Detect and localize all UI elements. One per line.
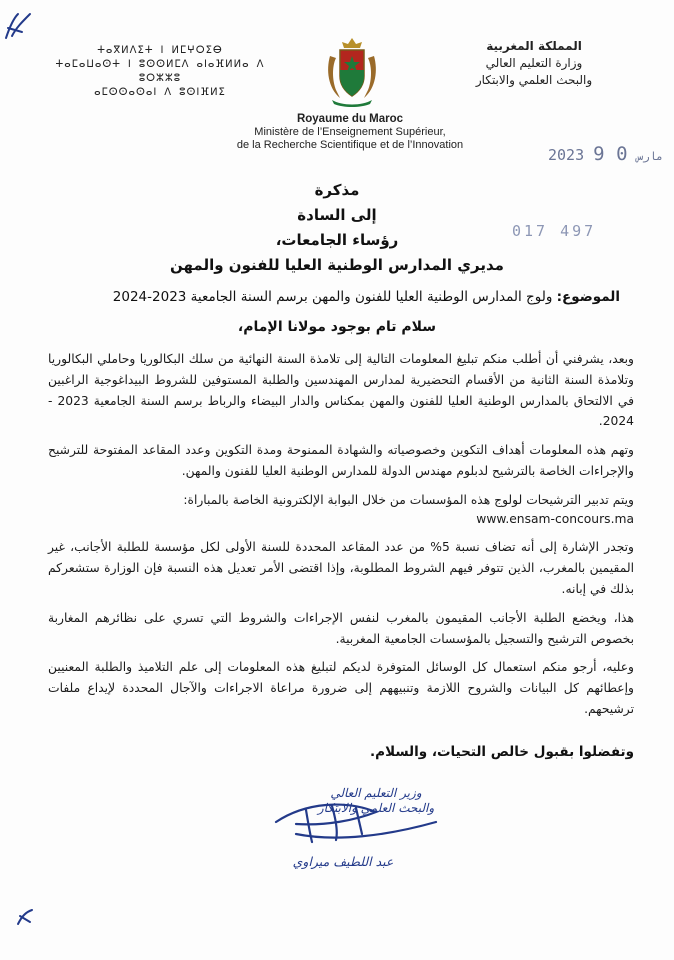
- ministry-name-arabic: وزارة التعليم العالي: [485, 56, 583, 70]
- french-header: [180, 113, 520, 152]
- tifinagh-line: ⵜⴰⵎⴰⵡⴰⵙⵜ ⵏ ⵓⵙⵙⵍⵎⴷ ⴰⵏⴰⴼⵍⵍⴰ ⴷ ⵓⵔⵣⵣⵓ: [55, 59, 265, 84]
- subject-text: ولوج المدارس الوطنية العليا للفنون والمهن برسم السنة الجامعية 2023-2024: [112, 289, 557, 305]
- arabic-header: [434, 38, 634, 89]
- handwritten-corner-mark: [2, 8, 36, 44]
- body-paragraph: وتجدر الإشارة إلى أنه تضاف نسبة 5% من عدد المقاعد المحددة للسنة الأولى لكل مؤسسة للطلبة الأجانب، غير المقيمين بالمغرب، الذين تتوفر فيهم الشروط المطلوبة، وإذا اقتضى الأمر تعديل هذه النسبة فإن الوزارة ستشعركم بذلك في إبانه.: [48, 540, 634, 596]
- stamp-year: 2023: [548, 146, 585, 164]
- subject-label: الموضوع:: [556, 289, 620, 305]
- addressee-line: رؤساء الجامعات،: [275, 231, 399, 249]
- kingdom-name-french: Royaume du Maroc: [296, 113, 404, 125]
- kingdom-name-arabic: المملكة المغربية: [486, 39, 582, 53]
- date-stamp: [548, 143, 663, 165]
- moroccan-coat-of-arms-emblem: [322, 36, 382, 108]
- reference-stamp: 017 497: [512, 222, 597, 240]
- handwritten-corner-mark: [14, 906, 38, 928]
- addressee-line: إلى السادة: [297, 206, 377, 224]
- body-paragraph: وعليه، أرجو منكم استعمال كل الوسائل المتوفرة لديكم لتبليغ هذه المعلومات إلى علم التلاميذ والطلبة المعنيين وإعطائهم كل البيانات والشروح اللازمة وتنبيههم إلى ضرورة مراعاة الاجراءات والآجال المحددة لإيداع ملفات ترشيحهم.: [48, 660, 634, 716]
- signatory-title-line: والبحث العلمي والابتكار: [317, 801, 435, 815]
- ministry-name-arabic: والبحث العلمي والابتكار: [475, 73, 593, 87]
- stamp-month: مارس: [636, 150, 664, 163]
- subject-line: [60, 289, 620, 305]
- signatory-name: عبد اللطيف ميراوي: [292, 854, 394, 869]
- body-paragraph: ويتم تدبير الترشيحات لولوج هذه المؤسسات من خلال البوابة الإلكترونية الخاصة بالمباراة:: [183, 492, 634, 507]
- stamp-day: 0 9: [593, 143, 628, 165]
- signatory-title-line: وزير التعليم العالي: [330, 786, 422, 800]
- memo-body: [48, 349, 634, 728]
- memo-heading: مذكرة: [314, 181, 360, 199]
- tifinagh-line: ⴰⵎⵙⵙⴰⵙⴰⵏ ⴷ ⵓⵙⵏⴼⵍⵉ: [94, 87, 226, 98]
- portal-url[interactable]: www.ensam-concours.ma: [476, 511, 634, 526]
- ministry-name-french: de la Recherche Scientifique et de l’Innovation: [236, 139, 464, 151]
- tifinagh-line: ⵜⴰⴳⵍⴷⵉⵜ ⵏ ⵍⵎⵖⵔⵉⴱ: [97, 45, 223, 56]
- body-paragraph: هذا، ويخضع الطلبة الأجانب المقيمون بالمغرب لنفس الإجراءات والشروط التي تسري على نظائرهم المغاربة بخصوص الترشيح والتسجيل بالمؤسسات الجامعية المغربية.: [48, 610, 634, 646]
- addressee-line: مديري المدارس الوطنية العليا للفنون والمهن: [170, 256, 504, 274]
- body-paragraph: وتهم هذه المعلومات أهداف التكوين وخصوصياته والشهادة الممنوحة ومدة التكوين وعدد المقاعد المفتوحة للترشيح والإجراءات الخاصة بالترشيح لدبلوم مهندس الدولة للمدارس الوطنية العليا للفنون والمهن.: [48, 443, 634, 478]
- tifinagh-header: [40, 44, 280, 100]
- ministry-name-french: Ministère de l’Enseignement Supérieur,: [254, 126, 446, 138]
- body-paragraph: وبعد، يشرفني أن أطلب منكم تبليغ المعلومات التالية إلى تلامذة السنة النهائية من سلك البكالوريا وحاملي البكالوريا وتلامذة السنة الثانية من الأقسام التحضيرية لمدارس المهندسين والطلبة المستوفين للشروط البيداغوجية الراغبين في الالتحاق بالمدارس الوطنية العليا للفنون والمهن بمكناس والدار البيضاء والرباط برسم السنة الجامعية 2023 - 2024.: [48, 352, 634, 429]
- memo-addressee-block: [150, 178, 524, 278]
- closing-line: وتفضلوا بقبول خالص التحيات، والسلام.: [370, 744, 634, 760]
- salutation: سلام تام بوجود مولانا الإمام،: [237, 319, 437, 335]
